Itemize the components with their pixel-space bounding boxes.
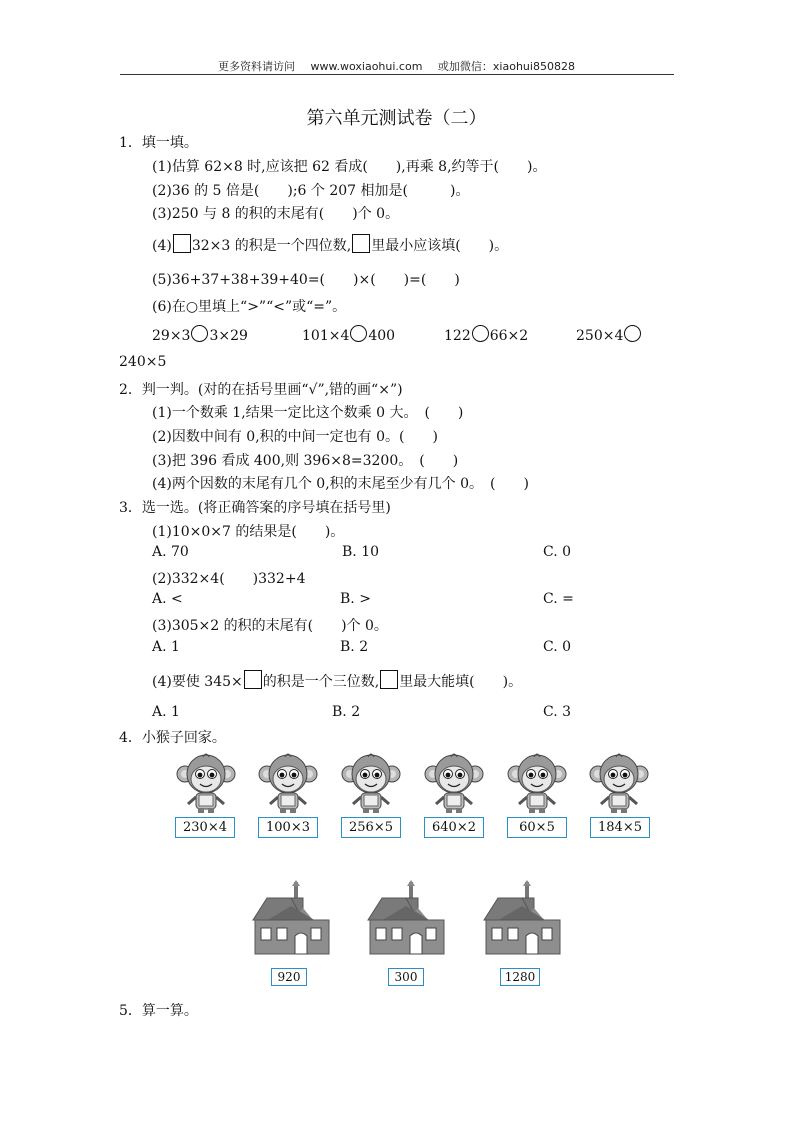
s3-q1-option-a: A. 70	[152, 544, 189, 560]
s3-q2-option-b: B. >	[340, 591, 371, 607]
header-right: 或加微信：xiaohui850828	[437, 60, 575, 73]
blank-circle-icon	[624, 325, 641, 342]
section3-heading: 3．选一选。(将正确答案的序号填在括号里)	[119, 500, 391, 516]
s1-q6: (6)在○里填上“>”“<”或“=”。	[152, 299, 347, 315]
s3-q3-option-b: B. 2	[340, 639, 369, 655]
section4-heading: 4．小猴子回家。	[119, 730, 226, 746]
s2-q2: (2)因数中间有 0,积的中间一定也有 0。( )	[152, 429, 438, 445]
monkey-icon	[341, 752, 401, 814]
s3-q1-option-c: C. 0	[543, 544, 572, 560]
page-header	[0, 58, 793, 74]
monkey-expression: 184×5	[590, 817, 650, 838]
monkey-icon	[424, 752, 484, 814]
monkey-icon	[258, 752, 318, 814]
s2-q1: (1)一个数乘 1,结果一定比这个数乘 0 大。 ( )	[152, 405, 464, 421]
compare-4-left: 250×4	[576, 328, 624, 344]
s1-q4	[152, 234, 508, 255]
house-number: 1280	[500, 968, 540, 986]
s2-q3: (3)把 396 看成 400,则 396×8=3200。 ( )	[152, 453, 459, 469]
header-rule	[120, 74, 674, 75]
house-icon	[482, 880, 562, 972]
page-title: 第六单元测试卷（二）	[306, 108, 487, 129]
s3-q4-option-b: B. 2	[332, 704, 361, 720]
s1-q4-prefix: (4)	[152, 238, 172, 254]
s3-q4-end: 里最大能填( )。	[399, 674, 523, 690]
s3-q1: (1)10×0×7 的结果是( )。	[152, 524, 345, 540]
blank-box-icon	[173, 234, 191, 253]
s3-q1-option-b: B. 10	[342, 544, 380, 560]
monkey-icon	[176, 752, 236, 814]
s3-q2-option-c: C. =	[543, 591, 574, 607]
s3-q4-option-c: C. 3	[543, 704, 572, 720]
compare-3	[444, 325, 528, 344]
s1-q4-mid: 32×3 的积是一个四位数,	[191, 238, 352, 254]
s3-q4	[152, 670, 522, 691]
monkey-expression: 256×5	[341, 817, 401, 838]
s2-q4: (4)两个因数的末尾有几个 0,积的末尾至少有几个 0。 ( )	[152, 476, 529, 492]
s3-q4-option-a: A. 1	[152, 704, 180, 720]
monkey-icon	[589, 752, 649, 814]
compare-1-right: 3×29	[209, 328, 248, 344]
section2-heading: 2．判一判。(对的在括号里画“√”,错的画“×”)	[119, 382, 403, 398]
house-icon	[366, 880, 446, 972]
blank-circle-icon	[191, 325, 208, 342]
house-number: 920	[271, 968, 307, 986]
monkey-expression: 640×2	[424, 817, 484, 838]
compare-2-right: 400	[368, 328, 396, 344]
compare-1	[152, 325, 248, 344]
house-number: 300	[388, 968, 424, 986]
s3-q3: (3)305×2 的积的末尾有( )个 0。	[152, 618, 388, 634]
blank-box-icon	[380, 670, 398, 689]
monkey-icon	[507, 752, 567, 814]
compare-2	[302, 325, 395, 344]
header-left: 更多资料请访问	[218, 60, 296, 73]
monkey-expression: 60×5	[507, 817, 567, 838]
s1-q1: (1)估算 62×8 时,应该把 62 看成( ),再乘 8,约等于( )。	[152, 159, 547, 175]
s3-q3-option-c: C. 0	[543, 639, 572, 655]
compare-3-right: 66×2	[489, 328, 529, 344]
compare-2-left: 101×4	[302, 328, 350, 344]
compare-3-left: 122	[444, 328, 471, 344]
blank-box-icon	[244, 670, 262, 689]
header-site-link[interactable]: www.woxiaohui.com	[310, 60, 423, 73]
compare-4-right: 240×5	[119, 354, 167, 370]
house-icon	[251, 880, 331, 972]
blank-box-icon	[352, 234, 370, 253]
monkey-expression: 100×3	[258, 817, 318, 838]
s1-q5: (5)36+37+38+39+40=( )×( )=( )	[152, 272, 460, 288]
s1-q4-end: 里最小应该填( )。	[371, 238, 509, 254]
s3-q2-option-a: A. <	[152, 591, 183, 607]
s1-q3: (3)250 与 8 的积的末尾有( )个 0。	[152, 206, 400, 222]
s1-q2: (2)36 的 5 倍是( );6 个 207 相加是( )。	[152, 183, 470, 199]
s3-q4-mid: 的积是一个三位数,	[262, 674, 380, 690]
blank-circle-icon	[472, 325, 489, 342]
section5-heading: 5．算一算。	[119, 1003, 198, 1019]
monkey-expression: 230×4	[175, 817, 235, 838]
compare-4	[576, 325, 642, 344]
s3-q4-prefix: (4)要使 345×	[152, 674, 243, 690]
s3-q3-option-a: A. 1	[152, 639, 180, 655]
section1-heading: 1．填一填。	[119, 135, 198, 151]
compare-1-left: 29×3	[152, 328, 191, 344]
blank-circle-icon	[350, 325, 367, 342]
s3-q2: (2)332×4( )332+4	[152, 571, 306, 587]
